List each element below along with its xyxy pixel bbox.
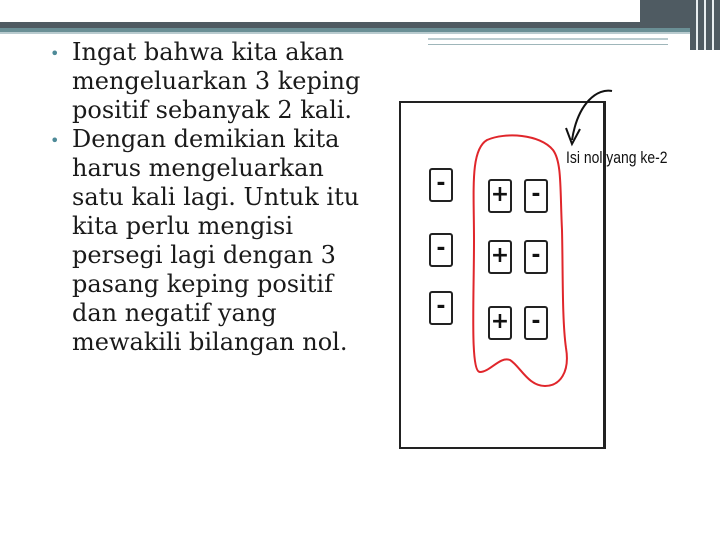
bullet-text: Ingat bahwa kita akan mengeluarkan 3 keping positif sebanyak 2 kali. — [72, 38, 361, 124]
negative-tile: - — [429, 168, 453, 202]
header-rule — [428, 38, 668, 40]
bullet-dot-icon: • — [50, 44, 60, 63]
positive-tile: + — [488, 306, 512, 340]
top-decoration-band — [0, 0, 720, 24]
text-content — [40, 38, 375, 357]
positive-tile: + — [488, 240, 512, 274]
bullet-list — [40, 38, 375, 357]
negative-tile: - — [429, 291, 453, 325]
header-stripes — [690, 0, 720, 50]
negative-tile: - — [524, 240, 548, 274]
bullet-item — [40, 38, 375, 125]
positive-tile: + — [488, 179, 512, 213]
header-bar-light — [0, 32, 720, 34]
negative-tile: - — [524, 306, 548, 340]
bullet-dot-icon: • — [50, 131, 60, 150]
negative-tile: - — [524, 179, 548, 213]
negative-tile: - — [429, 233, 453, 267]
bullet-text: Dengan demikian kita harus mengeluarkan satu kali lagi. Untuk itu kita perlu mengisi persegi lagi dengan 3 pasang keping positif dan negatif yang mewakili bilangan nol. — [72, 125, 360, 356]
annotation-label: Isi nol yang ke-2 — [566, 148, 668, 167]
header-rule-thin — [428, 44, 668, 45]
bullet-item — [40, 125, 375, 357]
